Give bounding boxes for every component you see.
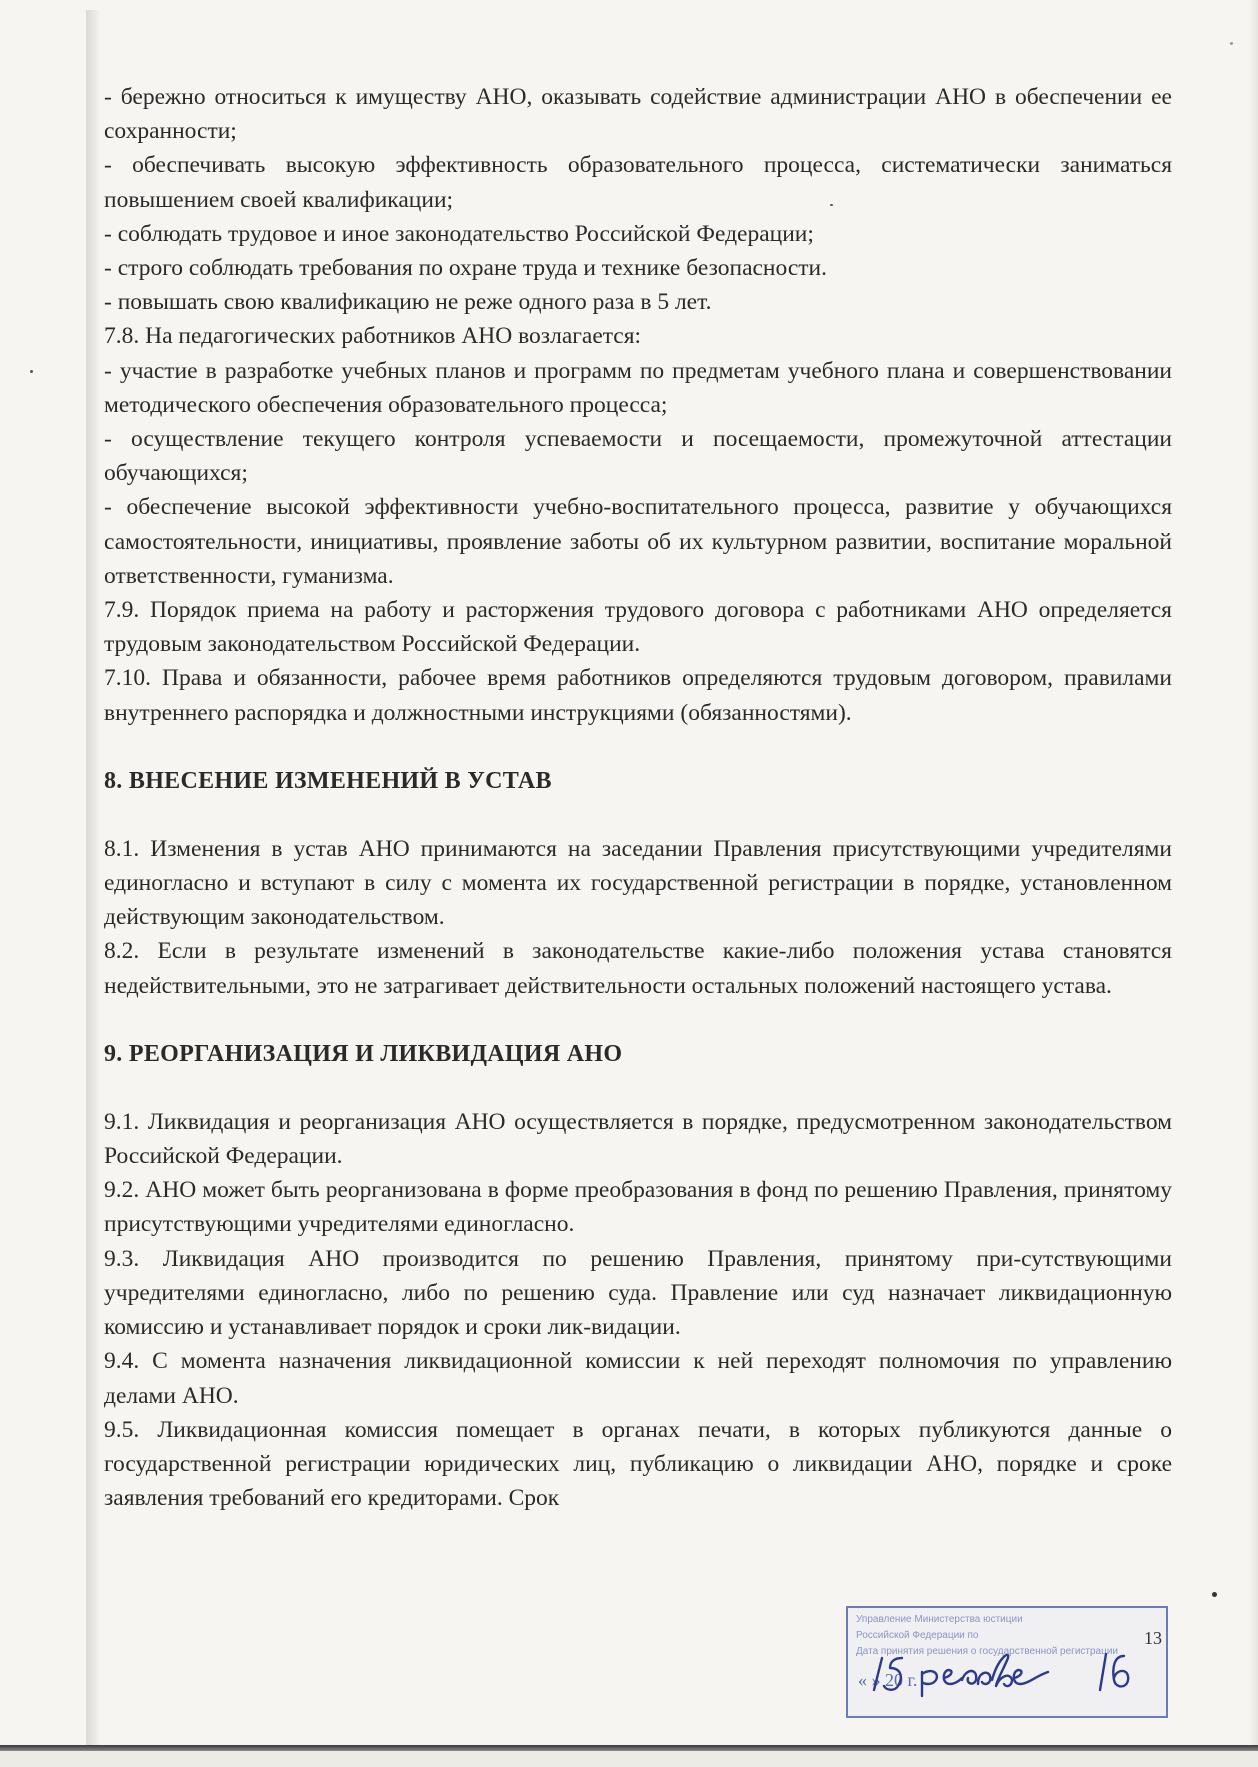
handwritten-date-signature bbox=[860, 1628, 1160, 1698]
paragraph-7-8-plans: - участие в разработке учебных планов и программ по предметам учебного плана и совершенствовании методического обеспечения образовательного процесса; bbox=[104, 357, 1172, 418]
stamp-line-1: Управление Министерства юстиции bbox=[856, 1614, 1023, 1625]
stamp-date-template: « » 20 г. bbox=[858, 1670, 918, 1690]
scan-right-edge bbox=[1248, 0, 1258, 1767]
paragraph-7-8: 7.8. На педагогических работников АНО возлагается: bbox=[104, 323, 642, 350]
paragraph-duty-safety: - строго соблюдать требования по охране труда и технике безопасности. bbox=[104, 255, 827, 282]
scan-binding-shadow bbox=[86, 10, 100, 1750]
paragraph-9-3: 9.3. Ликвидация АНО производится по решению Правления, принятому при-сутствующими учредителями единогласно, либо по решению суда. Правление или суд назначает ликвидационную комиссию и устанавливает порядок и сроки лик-видации. bbox=[104, 1245, 1172, 1341]
section-9-heading: 9. РЕОРГАНИЗАЦИЯ И ЛИКВИДАЦИЯ АНО bbox=[104, 1040, 623, 1067]
section-8-heading: 8. ВНЕСЕНИЕ ИЗМЕНЕНИЙ В УСТАВ bbox=[104, 767, 552, 794]
paragraph-duty-efficiency: - обеспечивать высокую эффективность образовательного процесса, систематически заниматься повышением своей квалификации; bbox=[104, 152, 1172, 213]
stamp-line-2: Российской Федерации по bbox=[856, 1630, 979, 1641]
paragraph-7-10: 7.10. Права и обязанности, рабочее время работников определяются трудовым договором, правилами внутреннего распорядка и должностными инструкциями (обязанностями). bbox=[104, 665, 1172, 726]
page-number: 13 bbox=[1144, 1628, 1162, 1648]
document-body bbox=[104, 80, 1172, 1515]
paragraph-9-2: 9.2. АНО может быть реорганизована в форме преобразования в фонд по решению Правления, принятому присутствующими учредителями единогласно. bbox=[104, 1177, 1172, 1238]
scan-bottom-strip bbox=[0, 1751, 1258, 1767]
scan-speck bbox=[1230, 42, 1233, 45]
paragraph-7-9: 7.9. Порядок приема на работу и расторжения трудового договора с работниками АНО определяется трудовым законодательством Российской Федерации. bbox=[104, 597, 1172, 658]
paragraph-7-8-control: - осуществление текущего контроля успеваемости и посещаемости, промежуточной аттестации обучающихся; bbox=[104, 426, 1172, 487]
scan-speck bbox=[830, 204, 833, 206]
paragraph-duty-qualification: - повышать свою квалификацию не реже одного раза в 5 лет. bbox=[104, 289, 712, 316]
paragraph-duty-law: - соблюдать трудовое и иное законодательство Российской Федерации; bbox=[104, 220, 814, 247]
paragraph-duty-property: - бережно относиться к имуществу АНО, оказывать содействие администрации АНО в обеспечении ее сохранности; bbox=[104, 84, 1172, 145]
paragraph-9-4: 9.4. С момента назначения ликвидационной комиссии к ней переходят полномочия по управлению делами АНО. bbox=[104, 1348, 1172, 1409]
paragraph-8-1: 8.1. Изменения в устав АНО принимаются на заседании Правления присутствующими учредителями единогласно и вступают в силу с момента их государственной регистрации в порядке, установленном действующим законодательством. bbox=[104, 835, 1172, 931]
paragraph-9-5: 9.5. Ликвидационная комиссия помещает в органах печати, в которых публикуются данные о государственной регистрации юридических лиц, публикацию о ликвидации АНО, порядке и сроке заявления требований его кредиторами. Срок bbox=[104, 1416, 1172, 1512]
scan-speck bbox=[30, 370, 33, 373]
paragraph-9-1: 9.1. Ликвидация и реорганизация АНО осуществляется в порядке, предусмотренном законодательством Российской Федерации. bbox=[104, 1108, 1172, 1170]
scan-speck bbox=[1212, 1592, 1217, 1597]
paragraph-7-8-efficiency: - обеспечение высокой эффективности учебно-воспитательного процесса, развитие у обучающихся самостоятельности, инициативы, проявление заботы об их культурном развитии, воспитание моральной ответственности, гуманизма. bbox=[104, 494, 1172, 589]
stamp-line-3: Дата принятия решения о государственной регистрации bbox=[856, 1646, 1119, 1657]
paragraph-8-2: 8.2. Если в результате изменений в законодательстве какие-либо положения устава становятся недействительными, это не затрагивает действительности остальных положений настоящего устава. bbox=[104, 938, 1172, 999]
